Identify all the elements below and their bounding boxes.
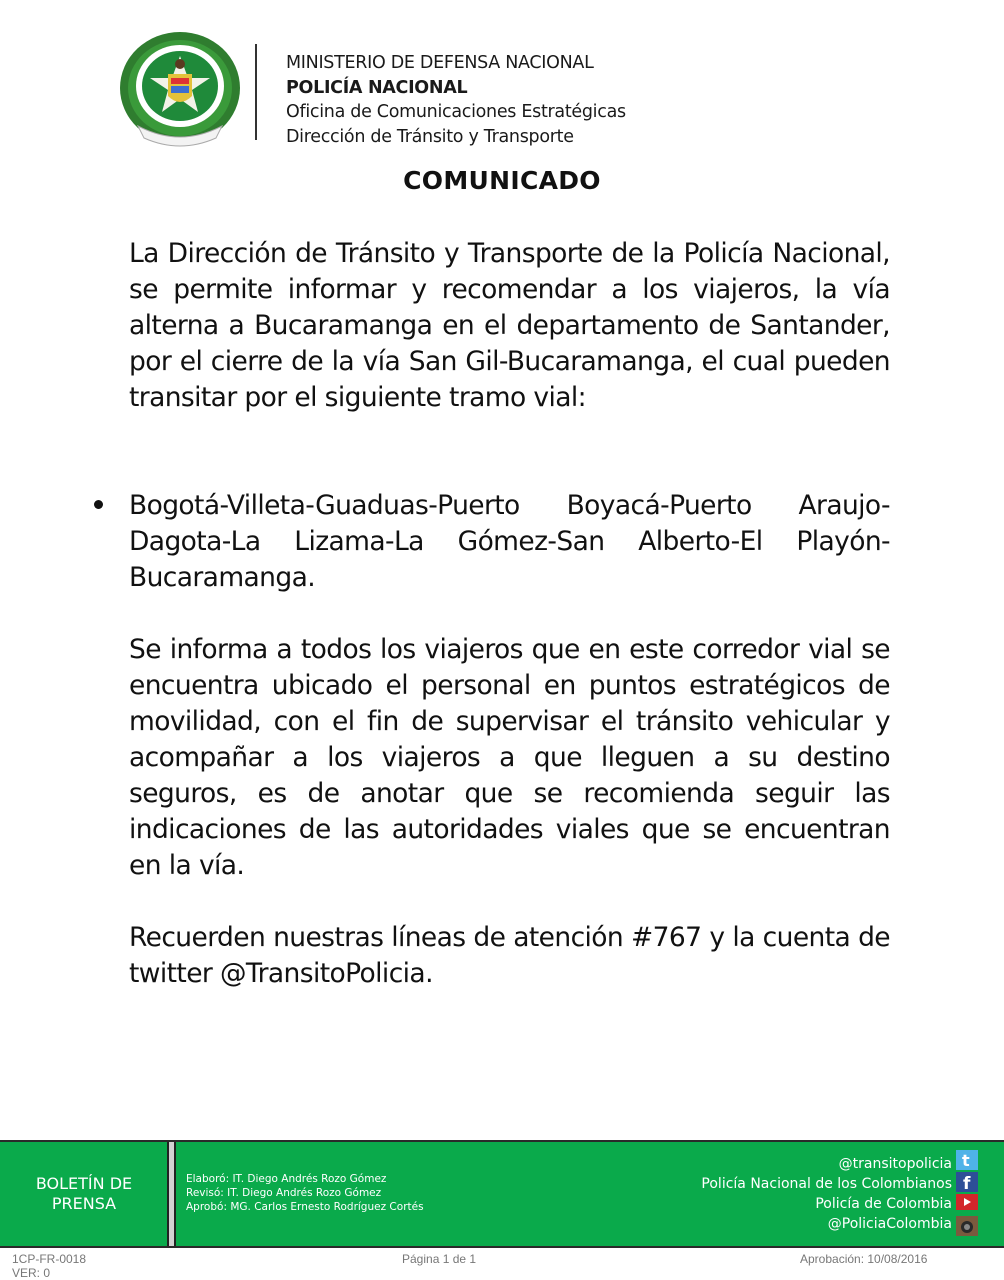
page-number: Página 1 de 1 — [402, 1252, 477, 1266]
credit-reviso: Revisó: IT. Diego Andrés Rozo Gómez — [186, 1187, 382, 1199]
direction-name: Dirección de Tránsito y Transporte — [286, 126, 574, 147]
police-shield-emblem-icon — [116, 30, 244, 148]
bulletin-line-2: PRENSA — [51, 1194, 117, 1213]
paragraph-contact: Recuerden nuestras líneas de atención #767 y la cuenta de twitter @TransitoPolicia. — [129, 922, 890, 989]
footer-separator — [167, 1142, 176, 1246]
facebook-page[interactable]: Policía Nacional de los Colombianos — [701, 1176, 952, 1192]
social-youtube[interactable] — [701, 1194, 952, 1214]
letterhead — [286, 51, 626, 149]
youtube-icon[interactable] — [956, 1194, 978, 1210]
form-version: VER: 0 — [12, 1266, 51, 1280]
instagram-icon[interactable] — [956, 1216, 978, 1236]
bulletin-label — [0, 1142, 168, 1246]
document-title: COMUNICADO — [403, 166, 601, 195]
twitter-icon[interactable] — [956, 1150, 978, 1170]
bulletin-line-1: BOLETÍN DE — [35, 1174, 133, 1193]
bullet-icon — [94, 500, 103, 509]
social-instagram[interactable] — [701, 1214, 952, 1234]
youtube-channel[interactable]: Policía de Colombia — [815, 1196, 952, 1212]
svg-text:f: f — [963, 1174, 971, 1192]
social-facebook[interactable] — [701, 1174, 952, 1194]
office-name: Oficina de Comunicaciones Estratégicas — [286, 102, 626, 122]
form-code: 1CP-FR-0018 — [12, 1252, 87, 1266]
institution-name: POLICÍA NACIONAL — [286, 77, 468, 98]
approval-date: Aprobación: 10/08/2016 — [800, 1252, 928, 1266]
ministry-name: MINISTERIO DE DEFENSA NACIONAL — [286, 53, 594, 73]
credit-aprobo: Aprobó: MG. Carlos Ernesto Rodríguez Cortés — [186, 1201, 424, 1213]
header-divider — [255, 44, 257, 140]
facebook-icon[interactable] — [956, 1172, 978, 1192]
credits-block — [186, 1172, 424, 1214]
social-links — [701, 1154, 952, 1234]
twitter-handle[interactable]: @transitopolicia — [838, 1156, 952, 1172]
route-list-item: Bogotá-Villeta-Guaduas-Puerto Boyacá-Puerto Araujo-Dagota-La Lizama-La Gómez-San Alberto-El Playón-Bucaramanga. — [129, 490, 890, 593]
credit-elaboro: Elaboró: IT. Diego Andrés Rozo Gómez — [186, 1173, 387, 1185]
paragraph-personnel: Se informa a todos los viajeros que en este corredor vial se encuentra ubicado el personal en puntos estratégicos de movilidad, con el fin de supervisar el tránsito vehicular y acompañar a los viajeros a que lleguen a su destino seguros, es de anotar que se recomienda seguir las indicaciones de las autoridades viales que se encuentran en la vía. — [129, 634, 890, 881]
instagram-handle[interactable]: @PoliciaColombia — [827, 1216, 952, 1232]
svg-text:t: t — [962, 1151, 970, 1170]
paragraph-intro: La Dirección de Tránsito y Transporte de la Policía Nacional, se permite informar y recomendar a los viajeros, la vía alterna a Bucaramanga en el departamento de Santander, por el cierre de la vía San Gil-Bucaramanga, el cual pueden transitar por el siguiente tramo vial: — [129, 238, 890, 413]
press-footer — [0, 1140, 1004, 1248]
social-twitter[interactable] — [701, 1154, 952, 1174]
